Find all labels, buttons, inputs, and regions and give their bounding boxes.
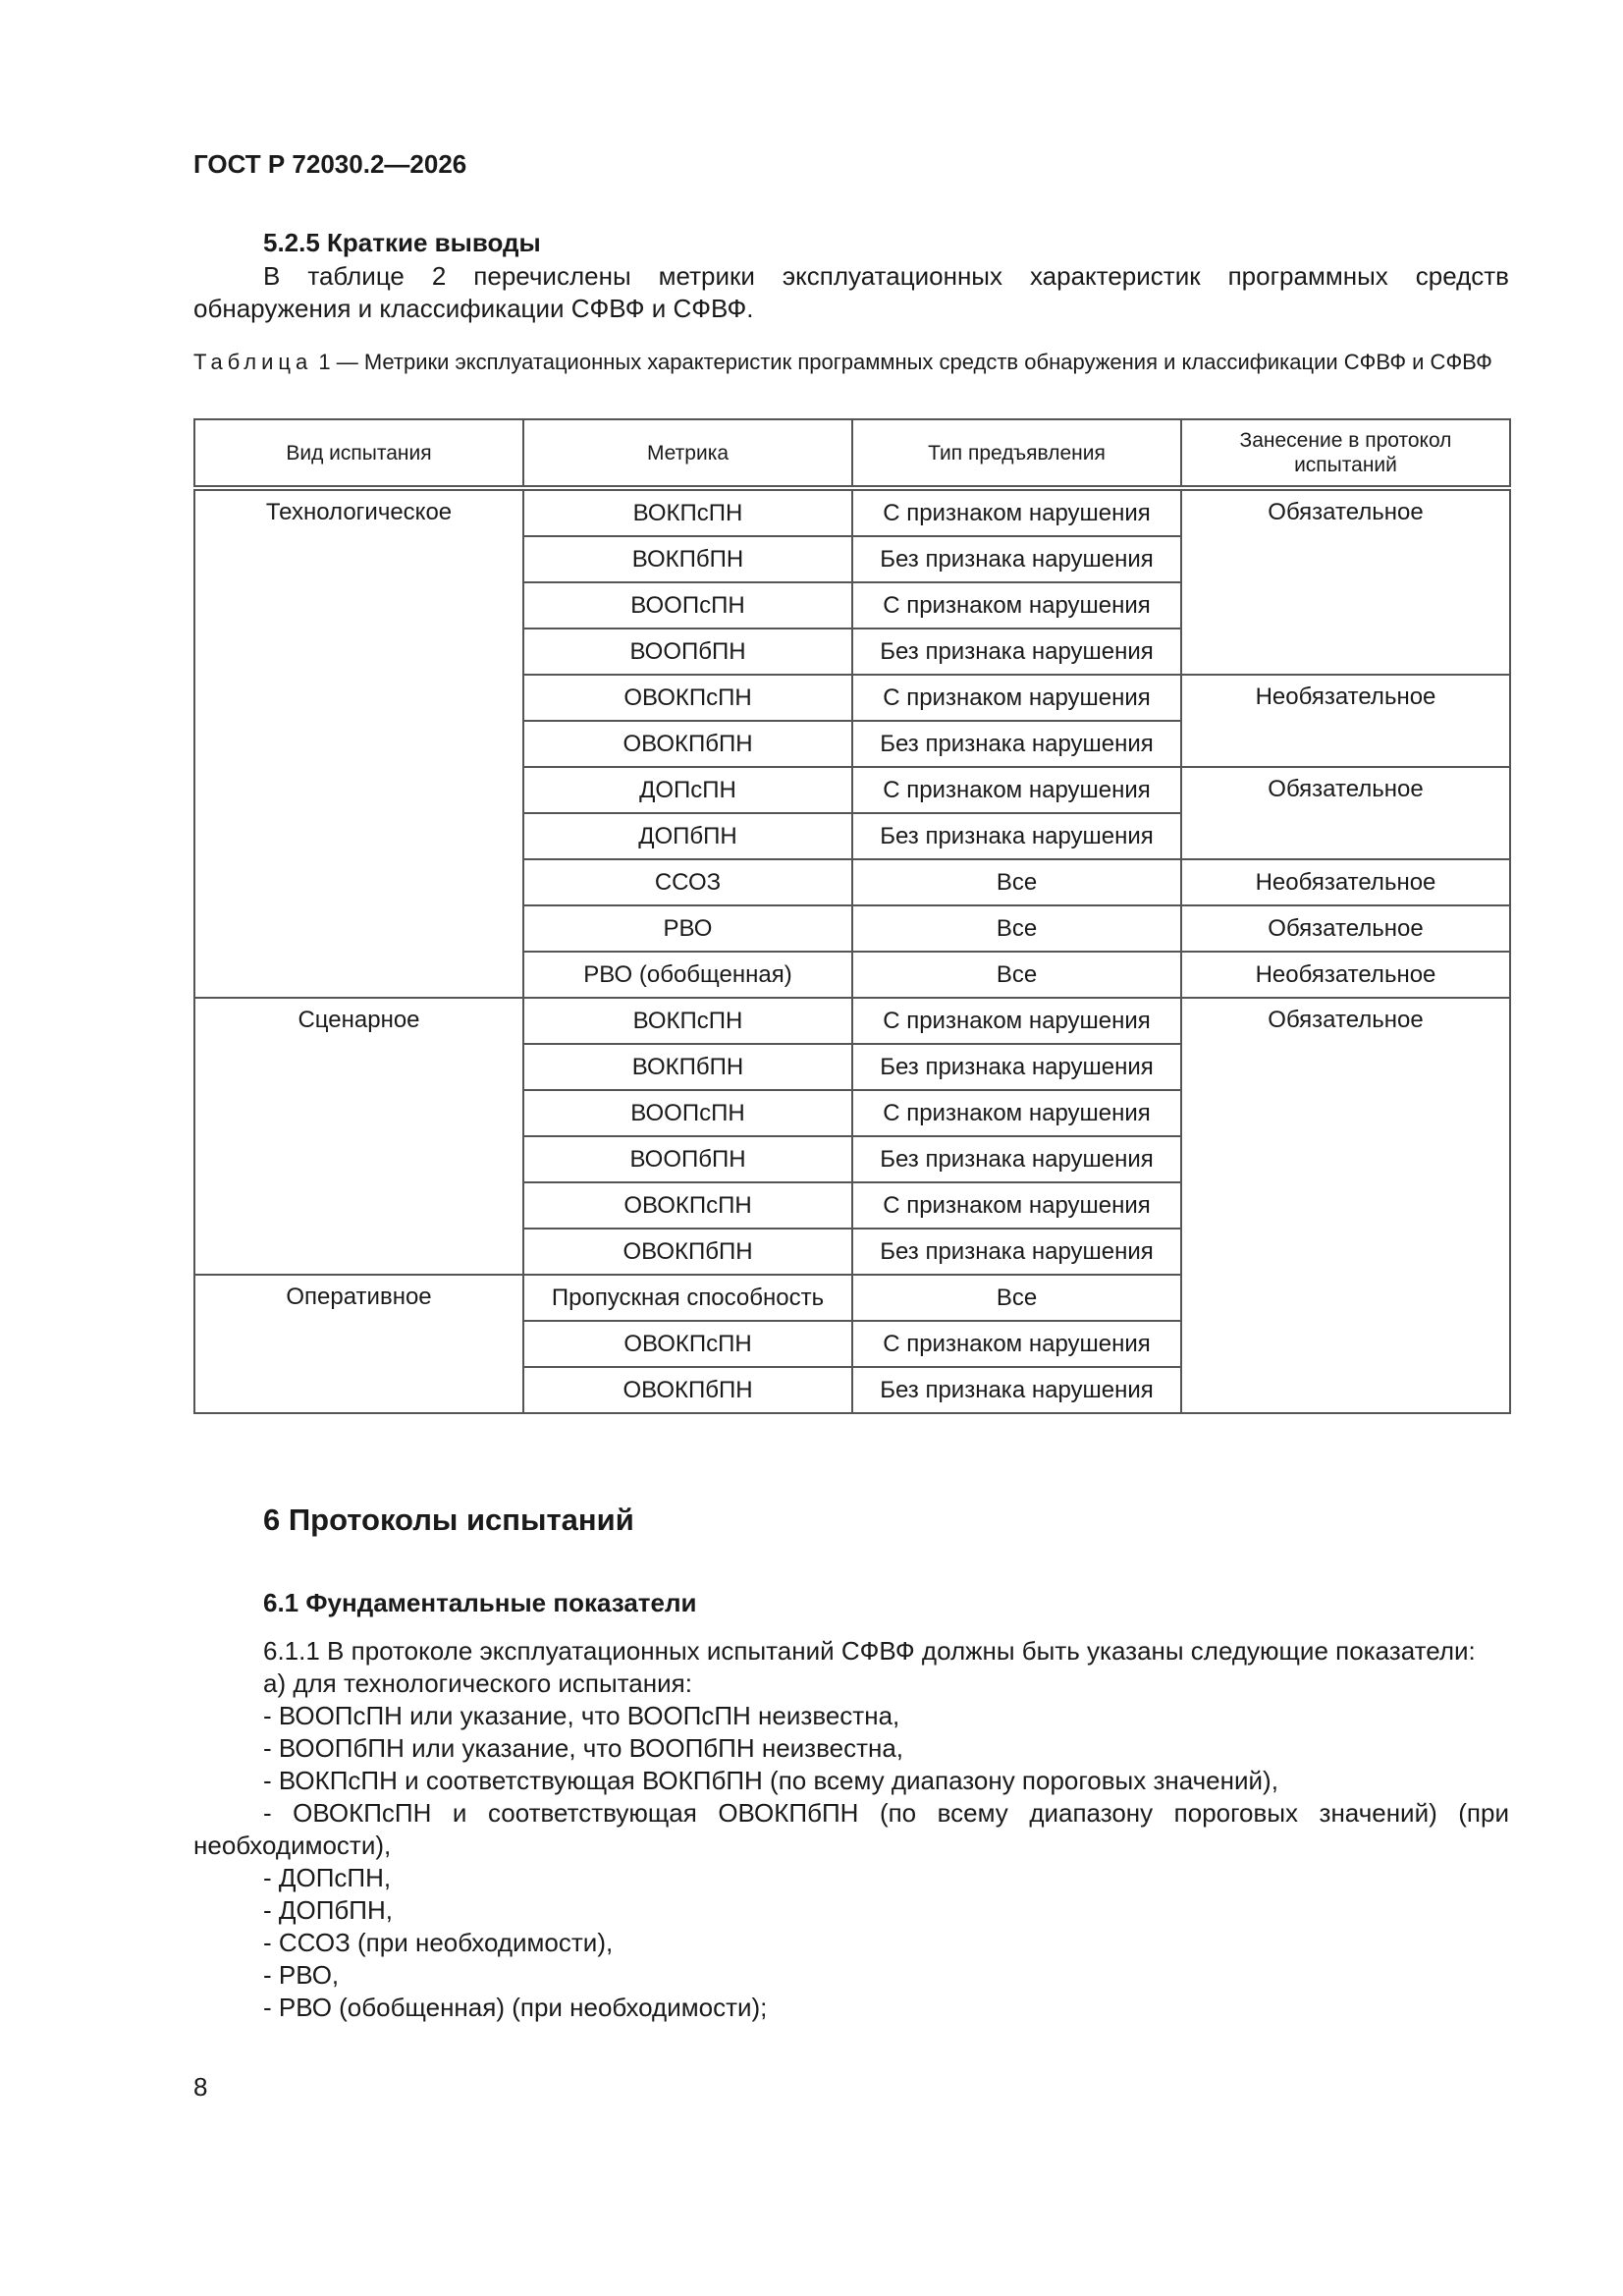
presentation-cell: Без признака нарушения	[852, 1044, 1181, 1090]
protocol-cell: Необязательное	[1181, 859, 1510, 905]
test-type-cell: Технологическое	[194, 488, 523, 998]
metrics-table	[193, 418, 1511, 1414]
metric-cell: ВООПсПН	[523, 582, 852, 629]
metric-cell: РВО	[523, 905, 852, 952]
section-5-2-5-title: 5.2.5 Краткие выводы	[263, 228, 541, 257]
table-caption-label: Таблица	[193, 350, 313, 374]
metric-cell: ВОКПсПН	[523, 488, 852, 536]
list-item: - ВООПбПН или указание, что ВООПбПН неизвестна,	[263, 1733, 904, 1763]
test-type-cell: Оперативное	[194, 1275, 523, 1413]
list-item: - ВООПсПН или указание, что ВООПсПН неизвестна,	[263, 1701, 900, 1730]
protocol-cell: Необязательное	[1181, 675, 1510, 767]
header-test-type: Вид испытания	[194, 419, 523, 488]
presentation-cell: С признаком нарушения	[852, 1321, 1181, 1367]
protocol-cell: Обязательное	[1181, 905, 1510, 952]
presentation-cell: С признаком нарушения	[852, 1182, 1181, 1229]
presentation-cell: Все	[852, 1275, 1181, 1321]
presentation-cell: Без признака нарушения	[852, 1136, 1181, 1182]
metric-cell: РВО (обобщенная)	[523, 952, 852, 998]
metric-cell: ВООПбПН	[523, 629, 852, 675]
list-item: - РВО,	[263, 1960, 340, 1990]
presentation-cell: С признаком нарушения	[852, 488, 1181, 536]
metric-cell: ДОПсПН	[523, 767, 852, 813]
section-6-1-title: 6.1 Фундаментальные показатели	[263, 1588, 697, 1617]
list-item: - ССОЗ (при необходимости),	[263, 1928, 614, 1957]
presentation-cell: С признаком нарушения	[852, 1090, 1181, 1136]
presentation-cell: Без признака нарушения	[852, 721, 1181, 767]
table-row	[194, 998, 1510, 1044]
presentation-cell: С признаком нарушения	[852, 582, 1181, 629]
presentation-cell: Без признака нарушения	[852, 813, 1181, 859]
metric-cell: ОВОКПбПН	[523, 721, 852, 767]
section-6-1-body	[193, 1635, 1509, 2024]
metric-cell: ССОЗ	[523, 859, 852, 905]
table-caption	[193, 348, 1509, 377]
header-presentation: Тип предъявления	[852, 419, 1181, 488]
metric-cell: ОВОКПбПН	[523, 1229, 852, 1275]
section-6-1-1-intro: 6.1.1 В протоколе эксплуатационных испытаний СФВФ должны быть указаны следующие показатели:	[263, 1636, 1476, 1666]
list-item: - ДОПбПН,	[263, 1895, 393, 1925]
list-item: - ВОКПсПН и соответствующая ВОКПбПН (по всему диапазону пороговых значений),	[263, 1766, 1278, 1795]
list-item: - ОВОКПсПН и соответствующая ОВОКПбПН (по всему диапазону пороговых значений) (при необходимости),	[193, 1798, 1509, 1860]
presentation-cell: Все	[852, 905, 1181, 952]
presentation-cell: Без признака нарушения	[852, 1367, 1181, 1413]
page-number: 8	[193, 2072, 208, 2102]
presentation-cell: С признаком нарушения	[852, 767, 1181, 813]
list-item: - ДОПсПН,	[263, 1863, 392, 1892]
metric-cell: ДОПбПН	[523, 813, 852, 859]
metric-cell: ВОКПсПН	[523, 998, 852, 1044]
protocol-cell: Обязательное	[1181, 998, 1510, 1413]
presentation-cell: Без признака нарушения	[852, 629, 1181, 675]
metric-cell: ВОКПбПН	[523, 536, 852, 582]
presentation-cell: С признаком нарушения	[852, 675, 1181, 721]
header-protocol: Занесение в протокол испытаний	[1181, 419, 1510, 488]
metric-cell: ВООПбПН	[523, 1136, 852, 1182]
metric-cell: ОВОКПсПН	[523, 1182, 852, 1229]
metric-cell: Пропускная способность	[523, 1275, 852, 1321]
section-5-2-5-paragraph: В таблице 2 перечислены метрики эксплуатационных характеристик программных средств обнаружения и классификации СФВФ и СФВФ.	[193, 261, 1509, 323]
test-type-cell: Сценарное	[194, 998, 523, 1275]
presentation-cell: С признаком нарушения	[852, 998, 1181, 1044]
section-6-title: 6 Протоколы испытаний	[263, 1503, 634, 1537]
presentation-cell: Все	[852, 859, 1181, 905]
presentation-cell: Без признака нарушения	[852, 1229, 1181, 1275]
header-metric: Метрика	[523, 419, 852, 488]
protocol-cell: Необязательное	[1181, 952, 1510, 998]
metric-cell: ОВОКПбПН	[523, 1367, 852, 1413]
list-item: - РВО (обобщенная) (при необходимости);	[263, 1993, 768, 2022]
table-caption-text: 1 — Метрики эксплуатационных характеристик программных средств обнаружения и классификации СФВФ и СФВФ	[312, 350, 1492, 374]
table-header-row	[194, 419, 1510, 488]
list-item-a: а) для технологического испытания:	[263, 1668, 692, 1698]
document-header: ГОСТ Р 72030.2—2026	[193, 149, 467, 179]
metric-cell: ОВОКПсПН	[523, 675, 852, 721]
metric-cell: ВОКПбПН	[523, 1044, 852, 1090]
metric-cell: ВООПсПН	[523, 1090, 852, 1136]
presentation-cell: Без признака нарушения	[852, 536, 1181, 582]
metric-cell: ОВОКПсПН	[523, 1321, 852, 1367]
table-row	[194, 488, 1510, 536]
protocol-cell: Обязательное	[1181, 767, 1510, 859]
protocol-cell: Обязательное	[1181, 488, 1510, 675]
presentation-cell: Все	[852, 952, 1181, 998]
